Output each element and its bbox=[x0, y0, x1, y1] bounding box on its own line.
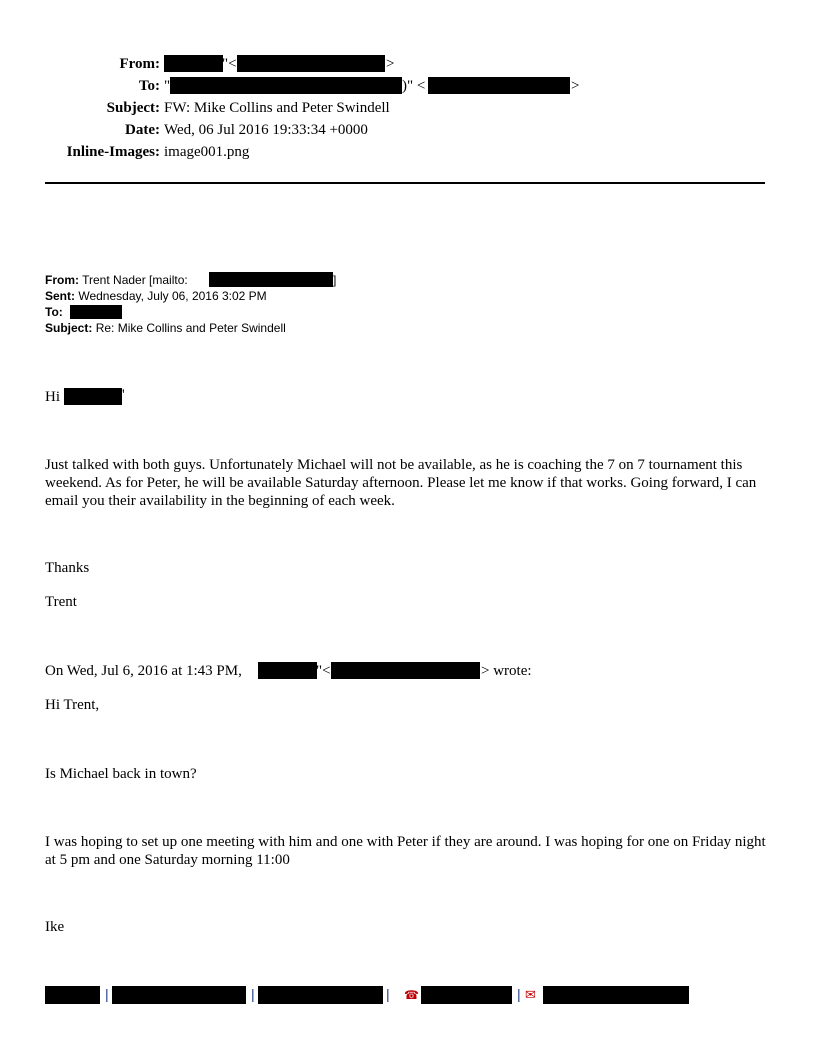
forwarded-sent-value: Wednesday, July 06, 2016 3:02 PM bbox=[78, 289, 267, 303]
redacted-recipient-name bbox=[170, 77, 402, 94]
subject-value: FW: Mike Collins and Peter Swindell bbox=[164, 100, 390, 116]
redacted-footer-name bbox=[45, 986, 100, 1004]
greeting: Hi bbox=[45, 389, 60, 405]
forwarded-from-line bbox=[45, 272, 188, 288]
quote-intro: On Wed, Jul 6, 2016 at 1:43 PM, bbox=[45, 663, 242, 679]
redacted-footer-phone bbox=[421, 986, 512, 1004]
redacted-footer-email bbox=[543, 986, 689, 1004]
from-bracket-close: > bbox=[386, 56, 395, 72]
inline-images-value: image001.png bbox=[164, 144, 250, 160]
date-value: Wed, 06 Jul 2016 19:33:34 +0000 bbox=[164, 122, 368, 138]
footer-separator: | bbox=[251, 986, 255, 1002]
inline-images-label: Inline-Images: bbox=[66, 144, 160, 160]
date-label: Date: bbox=[125, 122, 160, 138]
to-quote: " bbox=[164, 78, 171, 94]
redacted-sender-name bbox=[164, 55, 223, 72]
quote-question: Is Michael back in town? bbox=[45, 766, 197, 782]
redacted-quote-name bbox=[258, 662, 317, 679]
header-divider bbox=[45, 182, 765, 184]
thanks-line: Thanks bbox=[45, 560, 90, 576]
quote-wrote: > wrote: bbox=[481, 663, 532, 679]
redacted-sender-email bbox=[237, 55, 385, 72]
envelope-icon: ✉ bbox=[525, 987, 536, 1002]
redacted-footer-organization bbox=[258, 986, 383, 1004]
telephone-icon: ☎ bbox=[404, 988, 419, 1002]
to-bracket-close: > bbox=[571, 78, 580, 94]
footer-separator: | bbox=[386, 986, 390, 1002]
redacted-forwarded-recipient bbox=[70, 305, 122, 319]
redacted-forwarded-email bbox=[209, 272, 333, 287]
forwarded-sent-label: Sent: bbox=[45, 289, 75, 303]
to-bracket-open: )" < bbox=[402, 78, 426, 94]
reply-paragraph: Just talked with both guys. Unfortunately Michael will not be available, as he is coaching the 7 on 7 tournament this weekend. As for Peter, he will be available Saturday afternoon. Please let me know if that works. Going forward, I can email you their availability in the beginning of each week. bbox=[45, 457, 757, 509]
redacted-footer-title bbox=[112, 986, 246, 1004]
from-label: From: bbox=[119, 56, 160, 72]
subject-label: Subject: bbox=[106, 100, 160, 116]
redacted-quote-email bbox=[331, 662, 480, 679]
signature-trent: Trent bbox=[45, 594, 77, 610]
forwarded-to-line bbox=[45, 304, 63, 320]
greeting-tick: ' bbox=[122, 387, 125, 403]
redacted-recipient-email bbox=[428, 77, 570, 94]
quote-paragraph: I was hoping to set up one meeting with him and one with Peter if they are around. I was hoping for one on Friday night at 5 pm and one Saturday morning 11:00 bbox=[45, 834, 766, 868]
redacted-greeting-name bbox=[64, 388, 122, 405]
forwarded-from-label: From: bbox=[45, 273, 79, 287]
quote-signature-ike: Ike bbox=[45, 919, 65, 935]
footer-separator: | bbox=[517, 986, 521, 1002]
footer-separator: | bbox=[105, 986, 109, 1002]
forwarded-from-value: Trent Nader [mailto: bbox=[82, 273, 188, 287]
to-label: To: bbox=[138, 78, 160, 94]
forwarded-to-label: To: bbox=[45, 305, 63, 319]
forwarded-subject-value: Re: Mike Collins and Peter Swindell bbox=[95, 321, 286, 335]
forwarded-from-close: ] bbox=[333, 273, 337, 287]
quote-bracket-open: "< bbox=[316, 663, 331, 679]
forwarded-subject-line bbox=[45, 320, 286, 336]
quote-greeting: Hi Trent, bbox=[45, 697, 100, 713]
forwarded-subject-label: Subject: bbox=[45, 321, 93, 335]
from-bracket-open: "< bbox=[222, 56, 237, 72]
forwarded-sent-line bbox=[45, 288, 267, 304]
